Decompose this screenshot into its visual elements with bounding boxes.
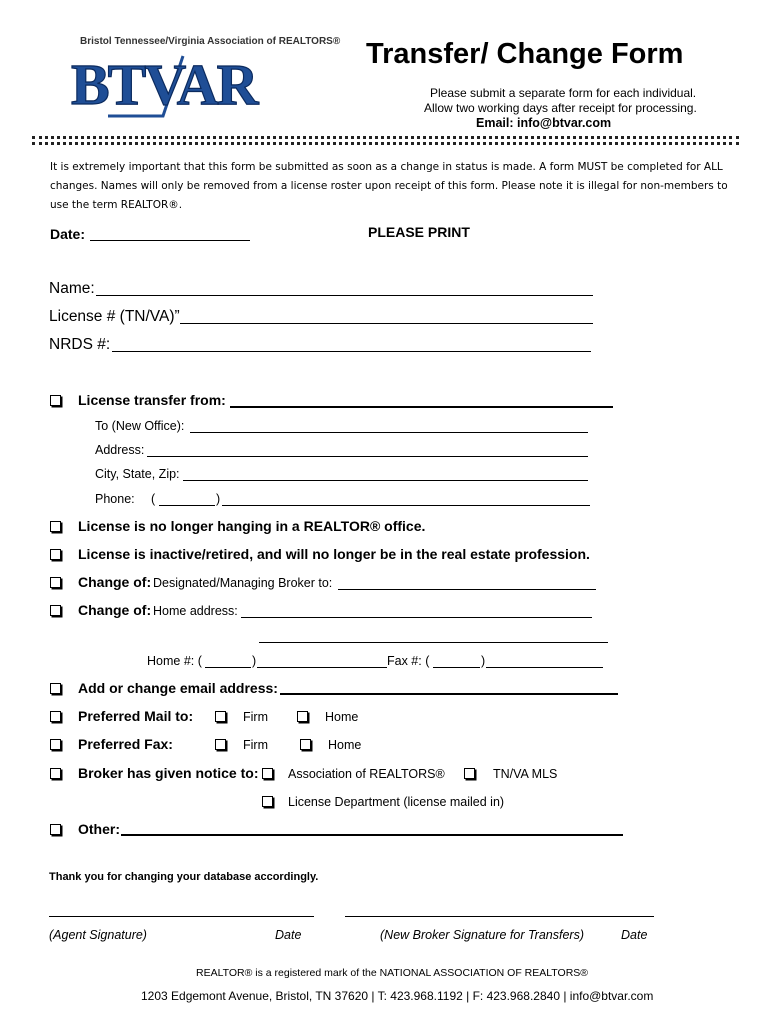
preferred-mail-home-checkbox[interactable] [297, 711, 308, 722]
fax-area-field[interactable] [433, 667, 480, 668]
other-checkbox[interactable] [50, 824, 61, 835]
logo-text: BTVAR [71, 52, 257, 117]
no-longer-hanging-checkbox[interactable] [50, 521, 61, 532]
home-phone-area-field[interactable] [205, 667, 251, 668]
license-label: License # (TN/VA)” [49, 308, 180, 325]
agent-signature-field[interactable] [49, 916, 314, 917]
broker-signature-label: (New Broker Signature for Transfers) [380, 928, 584, 942]
intro-line-2: changes. Names will only be removed from a license roster upon receipt of this form. Please note it is illegal for non-members to [50, 180, 728, 192]
date-field[interactable] [90, 240, 250, 241]
license-dept-checkbox[interactable] [262, 796, 273, 807]
preferred-fax-home-label: Home [328, 738, 362, 752]
inactive-retired-checkbox[interactable] [50, 549, 61, 560]
home-phone-paren-close: ) [252, 654, 257, 668]
no-longer-hanging-label: License is no longer hanging in a REALTOR® office. [78, 518, 426, 534]
license-dept-option-label: License Department (license mailed in) [288, 795, 505, 809]
broker-notice-checkbox[interactable] [50, 768, 61, 779]
thanks-note: Thank you for changing your database accordingly. [49, 871, 319, 883]
trademark-note: REALTOR® is a registered mark of the NATIONAL ASSOCIATION OF REALTORS® [196, 967, 589, 979]
fax-label: Fax #: ( [387, 654, 430, 668]
other-label: Other: [78, 821, 120, 837]
intro-text [50, 158, 740, 215]
footer-contact: 1203 Edgemont Avenue, Bristol, TN 37620 | T: 423.968.1192 | F: 423.968.2840 | info@btvar.com [141, 989, 654, 1003]
preferred-fax-checkbox[interactable] [50, 739, 61, 750]
other-field[interactable] [121, 834, 623, 836]
home-phone-field[interactable] [257, 667, 387, 668]
preferred-fax-firm-label: Firm [243, 738, 268, 752]
change-broker-label: Designated/Managing Broker to: [153, 576, 333, 590]
please-print: PLEASE PRINT [368, 224, 470, 240]
agent-date-label: Date [275, 928, 302, 942]
new-office-label: To (New Office): [95, 419, 185, 433]
fax-field[interactable] [486, 667, 603, 668]
intro-line-1: It is extremely important that this form be submitted as soon as a change in status is made. A form MUST be completed for ALL [50, 161, 723, 173]
processing-note: Allow two working days after receipt for processing. [424, 101, 697, 115]
preferred-mail-home-label: Home [325, 710, 359, 724]
preferred-fax-label: Preferred Fax: [78, 736, 173, 752]
mls-checkbox[interactable] [464, 768, 475, 779]
agent-signature-label: (Agent Signature) [49, 928, 147, 942]
divider-top [32, 136, 739, 139]
license-transfer-checkbox[interactable] [50, 395, 61, 406]
phone-paren-open: ( [151, 492, 156, 506]
phone-area-field[interactable] [159, 505, 215, 506]
name-field[interactable] [96, 295, 593, 296]
btvar-logo [68, 46, 308, 124]
email-change-checkbox[interactable] [50, 683, 61, 694]
address-label: Address: [95, 443, 145, 457]
preferred-fax-firm-checkbox[interactable] [215, 739, 226, 750]
change-home-checkbox[interactable] [50, 605, 61, 616]
fax-paren-close: ) [481, 654, 486, 668]
preferred-mail-firm-label: Firm [243, 710, 268, 724]
submission-note: Please submit a separate form for each individual. [430, 86, 697, 100]
home-phone-label: Home #: ( [147, 654, 202, 668]
date-label: Date: [50, 226, 86, 242]
change-home-field-2[interactable] [259, 642, 608, 643]
nrds-label: NRDS #: [49, 336, 111, 353]
nrds-field[interactable] [112, 351, 591, 352]
email-change-field[interactable] [280, 693, 618, 695]
broker-date-label: Date [621, 928, 648, 942]
phone-number-field[interactable] [222, 505, 590, 506]
new-office-field[interactable] [190, 432, 588, 433]
city-label: City, State, Zip: [95, 467, 180, 481]
license-transfer-field[interactable] [230, 406, 613, 408]
preferred-fax-home-checkbox[interactable] [300, 739, 311, 750]
change-broker-checkbox[interactable] [50, 577, 61, 588]
phone-paren-close: ) [216, 492, 221, 506]
change-home-label: Home address: [153, 604, 238, 618]
license-transfer-label: License transfer from: [78, 392, 226, 408]
change-of-label-2: Change of: [78, 602, 152, 618]
page-title: Transfer/ Change Form [366, 38, 684, 70]
address-field[interactable] [147, 456, 588, 457]
association-option-label: Association of REALTORS® [288, 767, 445, 781]
name-label: Name: [49, 280, 95, 297]
email-change-label: Add or change email address: [78, 680, 278, 696]
divider-bottom [32, 142, 739, 145]
association-name: Bristol Tennessee/Virginia Association of REALTORS® [80, 36, 341, 47]
broker-signature-field[interactable] [345, 916, 654, 917]
preferred-mail-checkbox[interactable] [50, 711, 61, 722]
preferred-mail-firm-checkbox[interactable] [215, 711, 226, 722]
broker-notice-label: Broker has given notice to: [78, 765, 259, 781]
city-field[interactable] [183, 480, 588, 481]
change-home-field[interactable] [241, 617, 592, 618]
change-broker-field[interactable] [338, 589, 596, 590]
contact-email: Email: info@btvar.com [476, 116, 612, 130]
association-checkbox[interactable] [262, 768, 273, 779]
intro-line-3: use the term REALTOR®. [50, 199, 183, 211]
mls-option-label: TN/VA MLS [493, 767, 558, 781]
change-of-label-1: Change of: [78, 574, 152, 590]
preferred-mail-label: Preferred Mail to: [78, 708, 194, 724]
license-field[interactable] [180, 323, 593, 324]
phone-label: Phone: [95, 492, 135, 506]
inactive-retired-label: License is inactive/retired, and will no longer be in the real estate profession. [78, 546, 590, 562]
